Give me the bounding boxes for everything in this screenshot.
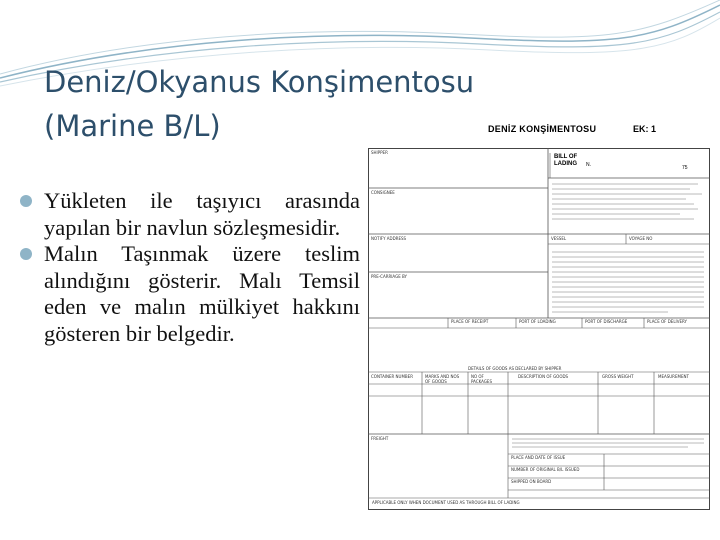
field-shipped: SHIPPED ON BOARD [511, 479, 552, 484]
bl-number-label: N. [586, 162, 591, 168]
col-packages: NO OF PACKAGES [471, 374, 492, 384]
field-place-receipt: PLACE OF RECEIPT [451, 319, 489, 324]
bullet-dot-icon [20, 248, 32, 260]
bill-of-lading-form-image [368, 148, 710, 510]
document-caption: DENİZ KONŞİMENTOSU [488, 124, 597, 134]
bullet-text: Yükleten ile taşıyıcı arasında yapılan bir navlun sözleşmesidir. [44, 188, 360, 240]
col-gross-weight: GROSS WEIGHT [602, 374, 634, 379]
form-footer-note: APPLICABLE ONLY WHEN DOCUMENT USED AS THROUGH BILL OF LADING [372, 500, 520, 505]
field-particulars: DETAILS OF GOODS AS DECLARED BY SHIPPER [468, 366, 562, 371]
bullet-item [20, 188, 360, 241]
slide-title [44, 60, 544, 148]
field-notify: NOTIFY ADDRESS [371, 236, 407, 241]
field-shipper: SHIPPER [371, 150, 388, 155]
field-port-discharge: PORT OF DISCHARGE [585, 319, 628, 324]
bullet-text: Malın Taşınmak üzere teslim alındığını gösterir. Malı Temsil eden ve malın mülkiyet hakkını gösteren bir belgedir. [44, 241, 360, 346]
bill-of-lading-heading: BILL OF LADING [554, 154, 578, 167]
field-number-originals: NUMBER OF ORIGINAL B/L ISSUED [511, 467, 580, 472]
col-description: DESCRIPTION OF GOODS [518, 374, 569, 379]
bullet-dot-icon [20, 195, 32, 207]
bl-number: 75 [682, 165, 688, 171]
col-measurement: MEASUREMENT [658, 374, 689, 379]
title-line-1: Deniz/Okyanus Konşimentosu [44, 65, 475, 99]
field-consignee: CONSIGNEE [371, 190, 395, 195]
bullet-item [20, 241, 360, 347]
title-line-2: (Marine B/L) [44, 109, 221, 143]
field-voyage: VOYAGE NO [629, 236, 653, 241]
field-pre-carriage: PRE-CARRIAGE BY [371, 274, 407, 279]
document-annex-label: EK: 1 [633, 124, 657, 134]
field-vessel: VESSEL [551, 236, 567, 241]
field-place-delivery: PLACE OF DELIVERY [647, 319, 687, 324]
bullet-list [20, 188, 360, 347]
field-freight: FREIGHT [371, 436, 389, 441]
col-marks: MARKS AND NOS OF GOODS [425, 374, 460, 384]
field-place-date: PLACE AND DATE OF ISSUE [511, 455, 566, 460]
field-port-loading: PORT OF LOADING [519, 319, 556, 324]
col-container: CONTAINER NUMBER [371, 374, 413, 379]
